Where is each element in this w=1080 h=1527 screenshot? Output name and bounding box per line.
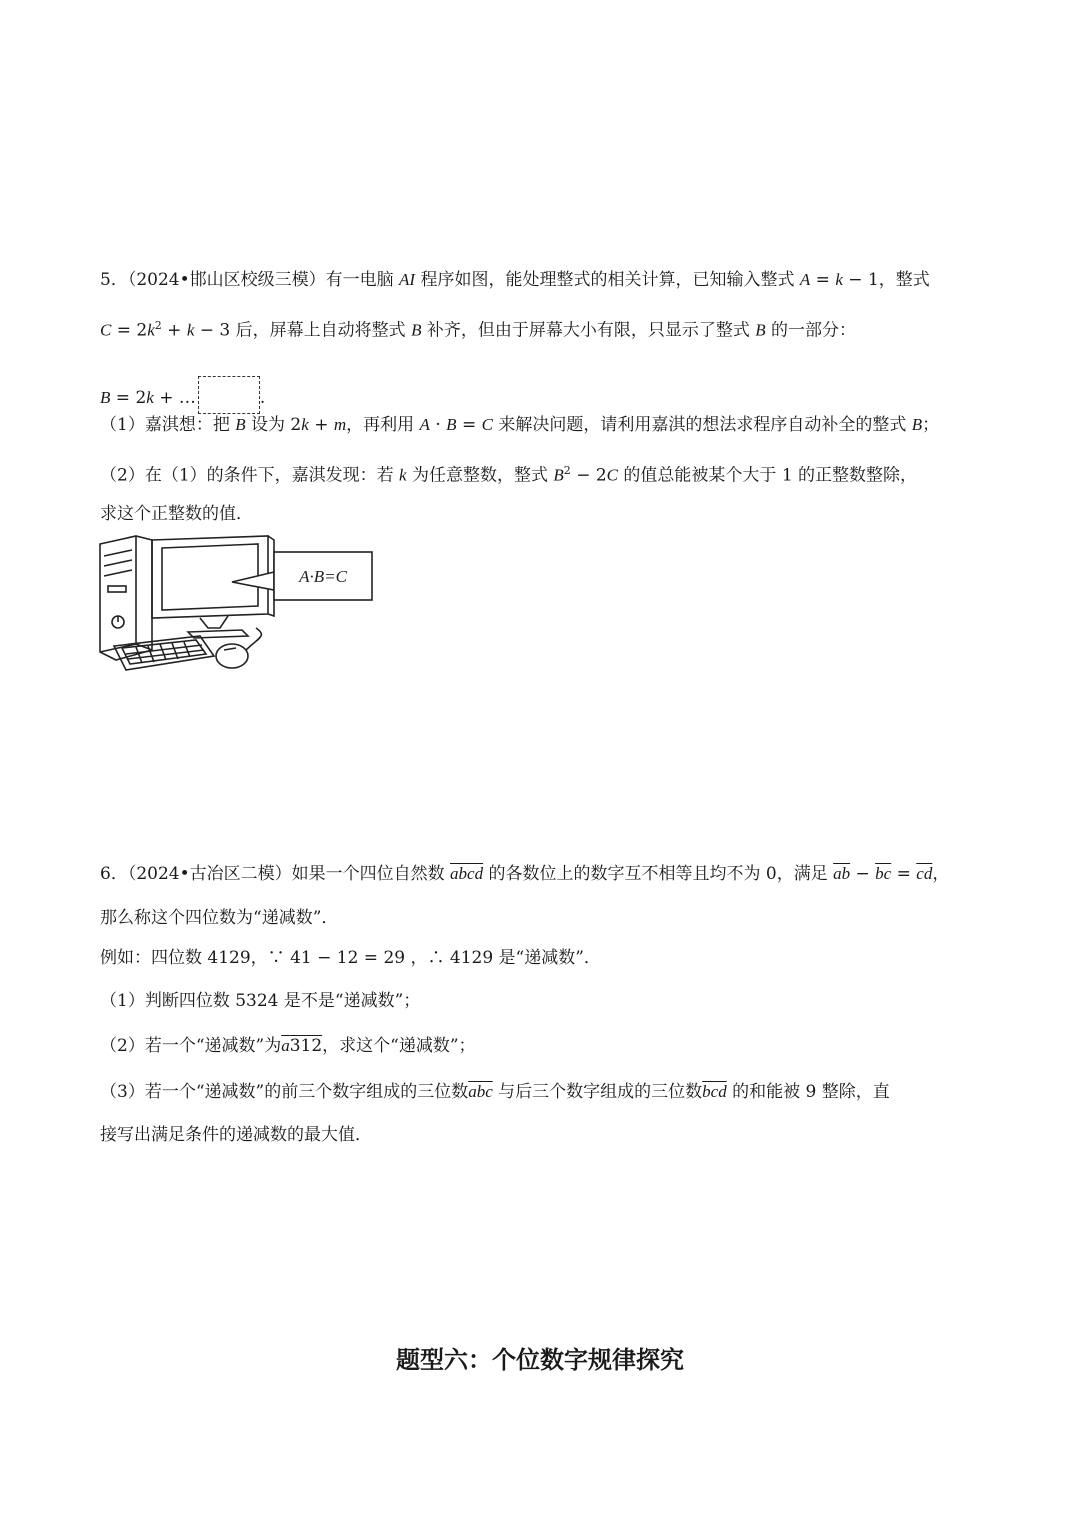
q6-text: ，求这个“递减数”； (322, 1036, 476, 1056)
q5-var-c: C (481, 415, 493, 434)
q5-text: − 1，整式 (842, 270, 930, 290)
q5-var-b: B (755, 320, 766, 340)
q6-line-2: 那么称这个四位数为“递减数”． (100, 908, 339, 928)
q5-var-c: C (100, 320, 112, 340)
q6-overline-bcd: $\overline{bcd}$ (702, 1082, 727, 1101)
q5-number: 5． (100, 270, 128, 290)
q5-text: 的值总能被某个大于 1 的正整数整除， (618, 465, 918, 486)
q5-text: = 2 (111, 320, 148, 341)
q5-text: 有一电脑 (325, 270, 400, 290)
q5-var-k: k (186, 320, 195, 340)
q6-text: 的各数位上的数字互不相等且均不为 0，满足 (483, 864, 834, 884)
q5-text: 程序如图，能处理整式的相关计算，已知输入整式 (415, 270, 800, 290)
q6-text: 的和能被 9 整除，直 (726, 1082, 890, 1102)
q5-var-b: B (446, 415, 457, 434)
q5-var-c: C (606, 465, 619, 485)
q6-overline-abc: $\overline{abc}$ (468, 1082, 493, 1101)
q5-line-1 (100, 268, 930, 292)
q5-text: = 2 (110, 388, 147, 408)
q5-line-3 (100, 372, 265, 410)
q6-text: = (891, 864, 917, 884)
q5-text: . (259, 388, 266, 408)
q5-part-1 (100, 413, 939, 437)
computer-illustration (96, 532, 386, 674)
q5-part-2 (100, 459, 917, 488)
q5-var-b: B (235, 415, 246, 434)
q5-var-a: A (799, 270, 811, 289)
q5-text: − 2 (570, 465, 607, 486)
section-heading: 题型六：个位数字规律探究 (396, 1346, 684, 1374)
q6-overline-a312 (281, 1036, 322, 1056)
q6-part-3 (100, 1080, 890, 1104)
q5-text: 为任意整数，整式 (406, 465, 554, 486)
q5-var-a: A (419, 415, 430, 434)
q5-exponent: 2 (563, 464, 571, 477)
q5-source: （2024•邯山区校级三模） (127, 270, 326, 290)
q5-text: = (810, 270, 836, 290)
q6-source: （2024•古冶区二模） (127, 864, 292, 884)
q6-part-1: （1）判断四位数 5324 是不是“递减数”； (100, 991, 421, 1011)
q5-var-k: k (146, 388, 154, 407)
q5-var-k: k (835, 270, 843, 289)
q5-var-b: B (553, 465, 564, 485)
q6-overline-abcd: abcd (450, 864, 484, 883)
q5-text: − 3 后，屏幕上自动将整式 (194, 320, 412, 341)
q6-part-3-cont: 接写出满足条件的递减数的最大值． (100, 1125, 372, 1145)
q5-var-b: B (100, 388, 111, 407)
hidden-part-box (198, 376, 260, 414)
q5-text: 来解决问题，请利用嘉淇的想法求程序自动补全的整式 (492, 415, 912, 435)
q5-part-2-cont: 求这个正整数的值． (100, 504, 253, 524)
q5-text: + (161, 320, 187, 341)
q5-text: + … (153, 388, 196, 408)
q6-text: − (850, 864, 876, 884)
q6-overline-ab: $\overline{ab}$ (833, 864, 851, 883)
q6-text: 与后三个数字组成的三位数 (492, 1082, 703, 1102)
q5-text: （1）嘉淇想：把 (100, 415, 236, 435)
q5-text: （2）在（1）的条件下，嘉淇发现：若 (100, 465, 400, 486)
q5-exponent: 2 (154, 319, 162, 332)
screen-formula: A·B=C (299, 567, 347, 586)
q6-line-1 (100, 862, 949, 886)
q5-var-k: k (147, 320, 155, 340)
q5-text: ，再利用 (346, 415, 420, 435)
q6-part-2 (100, 1034, 476, 1058)
q5-text: 的一部分： (765, 320, 857, 341)
q5-var-m: m (333, 415, 347, 434)
q5-text: ； (922, 415, 940, 435)
q5-var-k: k (301, 415, 309, 434)
q6-number: 6． (100, 864, 128, 884)
q5-text: 设为 2 (245, 415, 302, 435)
q6-text: （2）若一个“递减数”为 (100, 1036, 282, 1056)
q5-text: + (308, 415, 334, 435)
q6-overline-bc: $\overline{bc}$ (875, 864, 892, 883)
q6-text: ， (932, 864, 950, 884)
q6-text: （3）若一个“递减数”的前三个数字组成的三位数 (100, 1082, 469, 1102)
q6-overline-cd: $\overline{cd}$ (916, 864, 933, 883)
q5-line-2 (100, 314, 856, 343)
q6-example: 例如：四位数 4129，∵ 41 − 12 = 29 ，∴ 4129 是“递减数”． (100, 948, 601, 968)
q6-digits: 312 (289, 1036, 323, 1056)
q5-text: = (456, 415, 482, 435)
q6-text: 如果一个四位自然数 (291, 864, 451, 884)
q5-text: · (429, 415, 447, 435)
q5-var-b: B (911, 415, 923, 434)
q6-var-a: a (281, 1036, 290, 1055)
q5-var-b: B (411, 320, 422, 340)
q5-var-k: k (399, 465, 407, 485)
q5-ai: AI (399, 270, 416, 289)
q5-text: 补齐，但由于屏幕大小有限，只显示了整式 (421, 320, 756, 341)
